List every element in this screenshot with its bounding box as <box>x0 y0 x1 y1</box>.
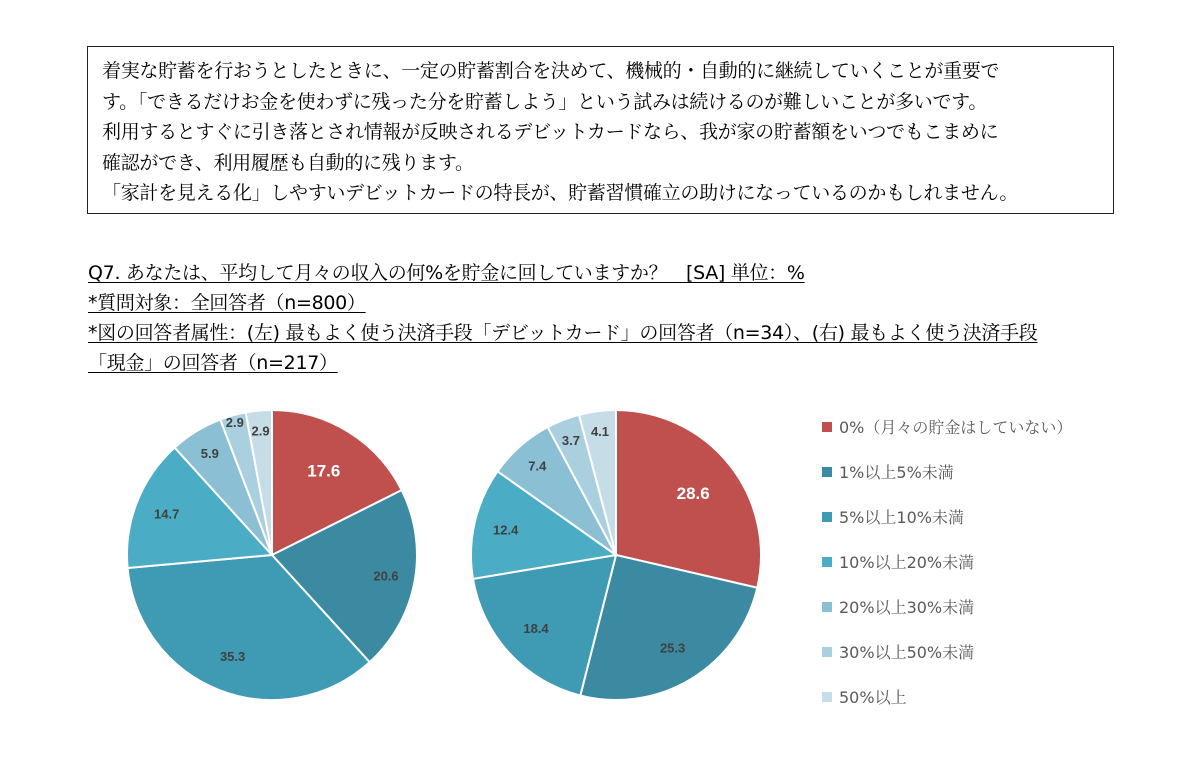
description-line-5: 「家計を見える化」しやすいデビットカードの特長が、貯蓄習慣確立の助けになっているのかもしれません。 <box>102 182 1019 204</box>
legend-label: 1%以上5%未満 <box>839 463 954 482</box>
data-label: 14.7 <box>154 506 180 522</box>
data-label: 25.3 <box>659 640 686 656</box>
data-label: 20.6 <box>373 568 399 584</box>
question-title: Q7. あなたは、平均して月々の収入の何%を貯金に回していますか？ [SA] 単位：% <box>88 262 805 284</box>
legend-swatch <box>822 512 832 522</box>
legend-label: 30%以上50%未満 <box>839 643 975 662</box>
data-label: 2.9 <box>251 423 270 439</box>
legend-label: 5%以上10%未満 <box>839 508 964 527</box>
data-label: 17.6 <box>307 461 341 481</box>
legend-swatch <box>822 467 832 477</box>
legend-item <box>822 494 1072 539</box>
legend-swatch <box>822 422 832 432</box>
question-target: *質問対象：全回答者（n=800） <box>88 292 366 314</box>
legend-swatch <box>822 647 832 657</box>
data-label: 12.4 <box>493 522 519 538</box>
data-label: 2.9 <box>225 414 244 430</box>
data-label: 3.7 <box>561 432 580 448</box>
legend-swatch <box>822 557 832 567</box>
data-label: 28.6 <box>676 484 710 504</box>
data-label: 5.9 <box>200 446 219 462</box>
legend-label: 0%（月々の貯金はしていない） <box>839 418 1073 437</box>
legend-item <box>822 629 1072 674</box>
chart-legend <box>822 404 1072 719</box>
description-line-4: 確認ができ、利用履歴も自動的に残ります。 <box>102 151 474 174</box>
legend-label: 10%以上20%未満 <box>839 553 975 572</box>
legend-item <box>822 404 1072 449</box>
legend-label: 20%以上30%未満 <box>839 598 975 617</box>
legend-swatch <box>822 692 832 702</box>
data-label: 18.4 <box>523 621 549 637</box>
data-label: 35.3 <box>219 648 246 664</box>
description-line-2: す。「できるだけお金を使わずに残った分を貯蓄しよう」という試みは続けるのが難しいことが多いです。 <box>102 90 988 113</box>
data-label: 7.4 <box>528 458 547 474</box>
respondent-attribute-line-1: *図の回答者属性：(左) 最もよく使う決済手段「デビットカード」の回答者（n=34）、(右) 最もよく使う決済手段 <box>88 322 1038 344</box>
data-label: 4.1 <box>590 423 610 439</box>
legend-swatch <box>822 602 832 612</box>
respondent-attribute-line-2: 「現金」の回答者（n=217） <box>88 352 338 374</box>
legend-item <box>822 539 1072 584</box>
legend-item <box>822 584 1072 629</box>
legend-item <box>822 674 1072 719</box>
pie-left <box>127 410 417 700</box>
pie-right <box>471 410 761 700</box>
legend-label: 50%以上 <box>839 688 907 707</box>
legend-item <box>822 449 1072 494</box>
description-line-1: 着実な貯蓄を行おうとしたときに、一定の貯蓄割合を決めて、機械的・自動的に継続していくことが重要で <box>102 60 1000 82</box>
description-line-3: 利用するとすぐに引き落とされ情報が反映されるデビットカードなら、我が家の貯蓄額をいつでもこまめに <box>102 121 999 143</box>
